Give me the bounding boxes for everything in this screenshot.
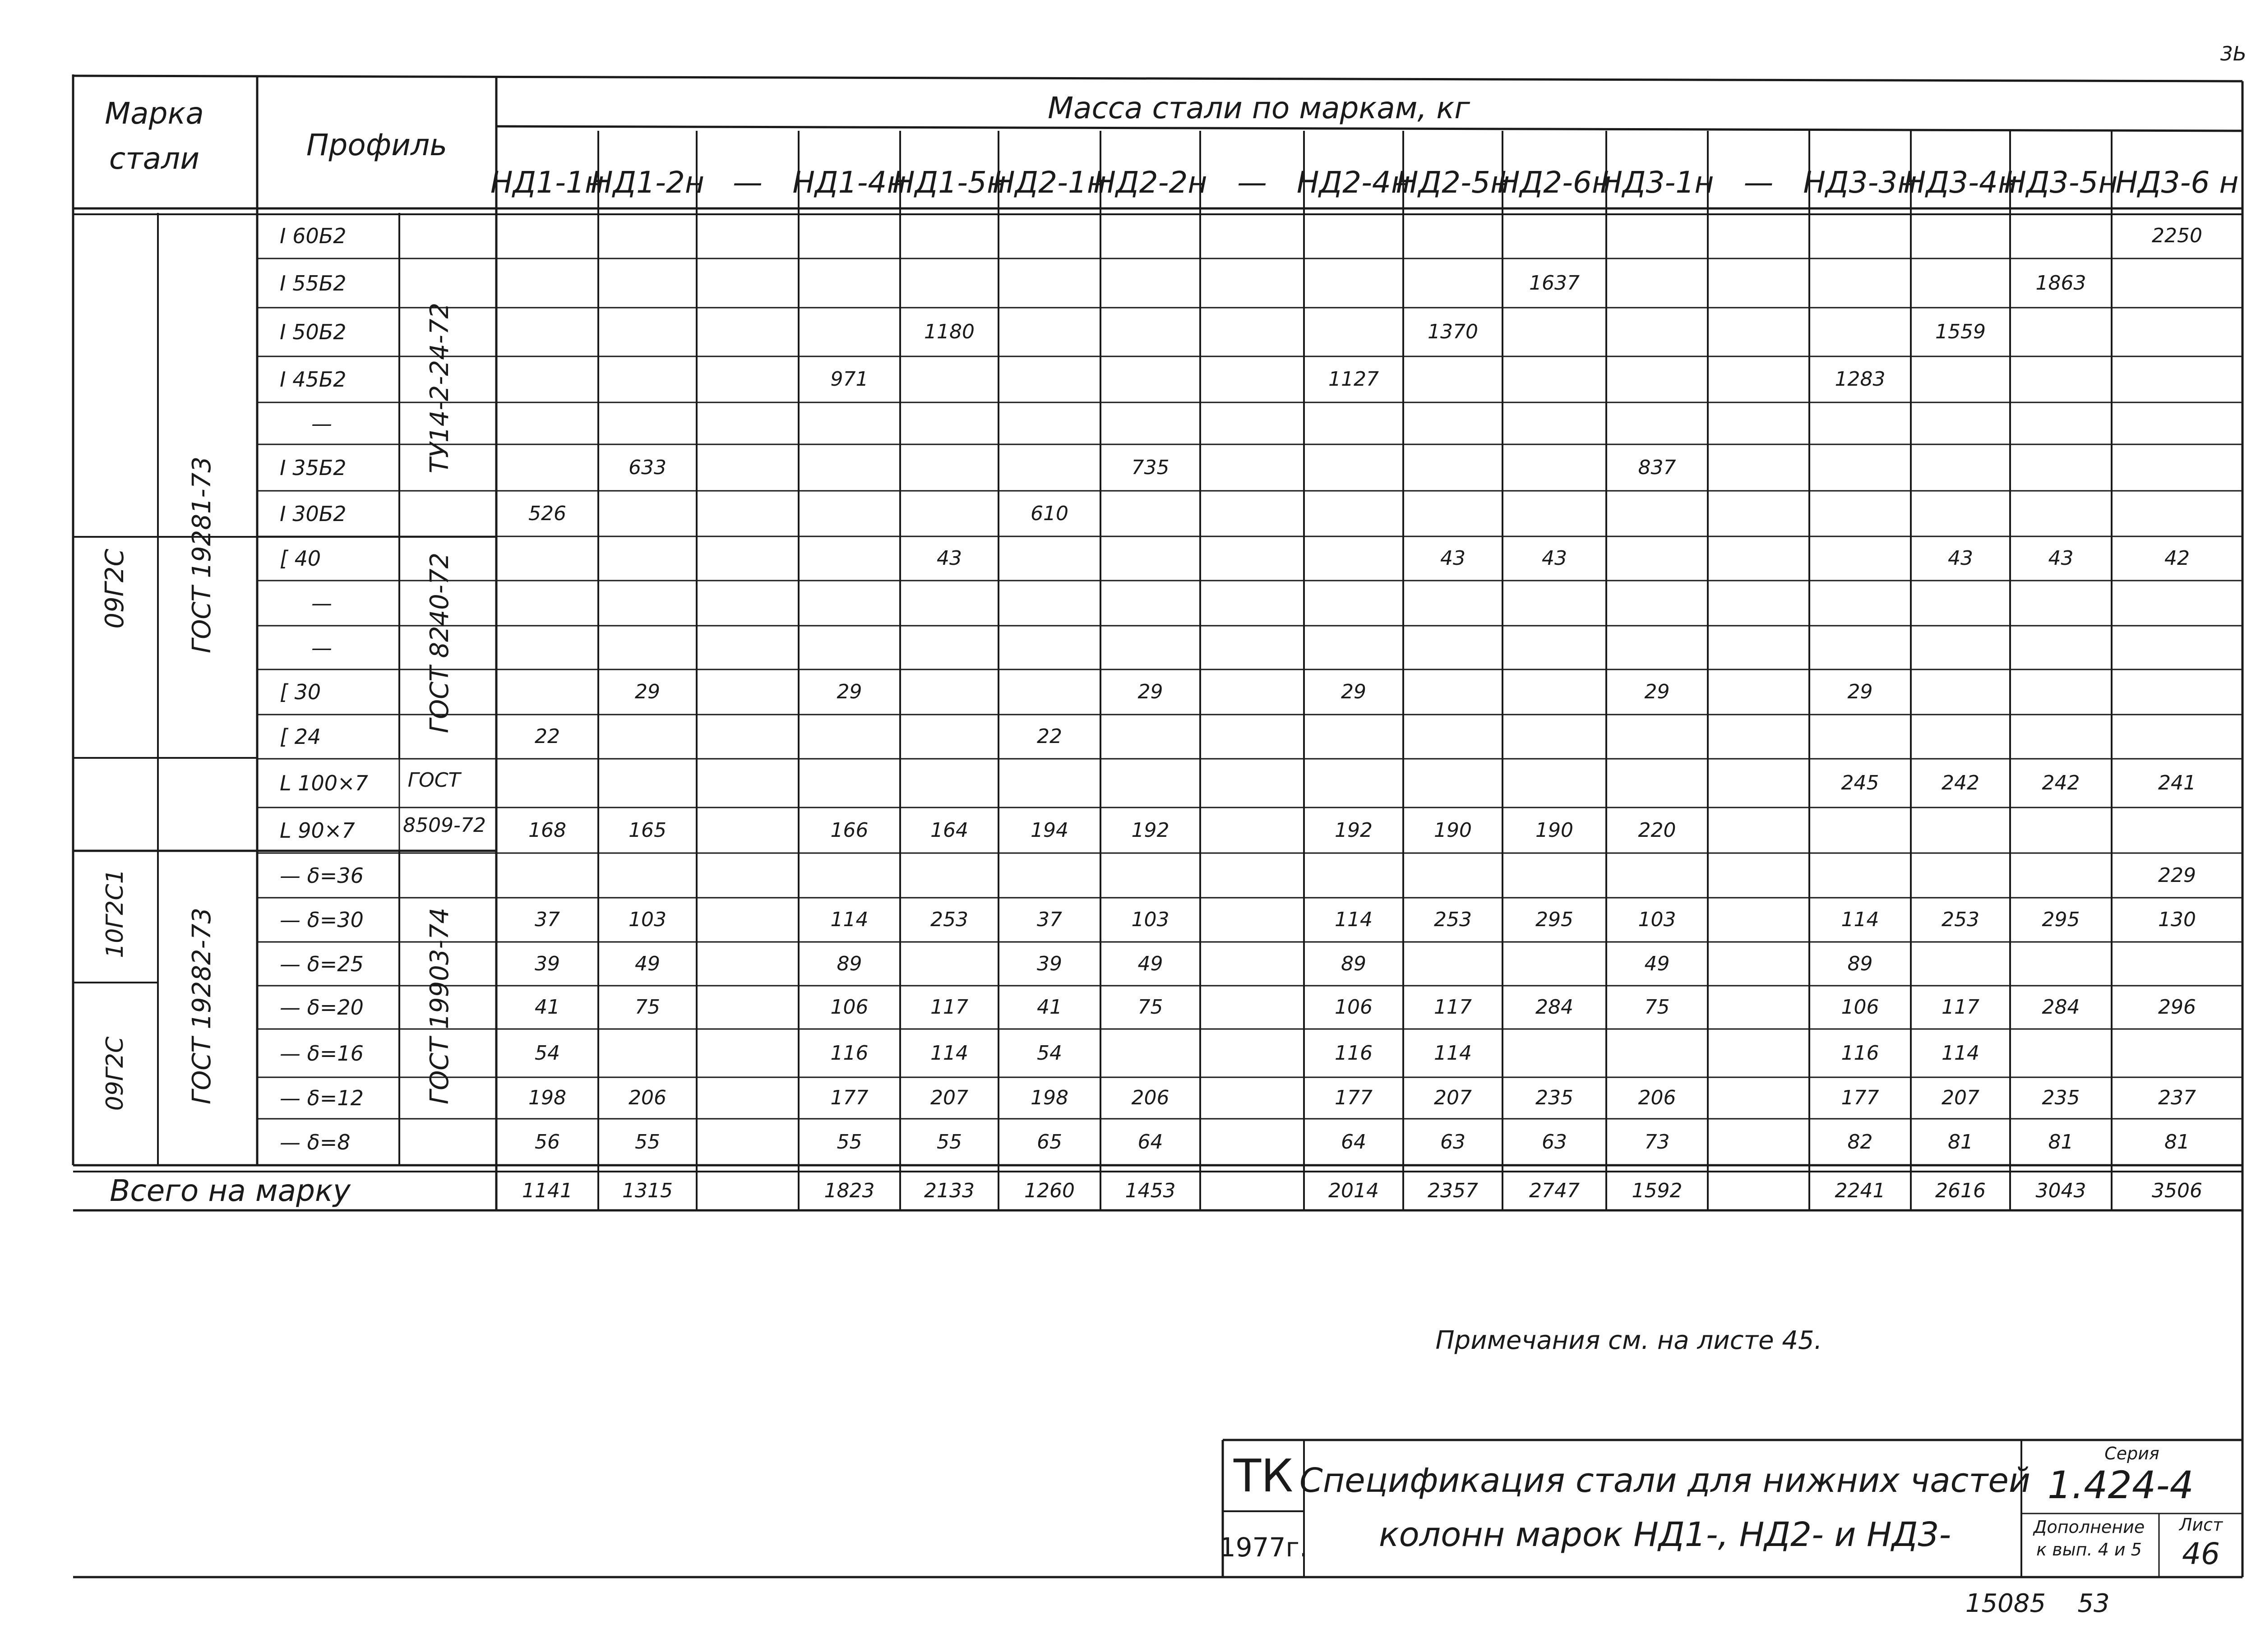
archive-number: 15085 xyxy=(1965,1589,2046,1618)
mass-cell: 207 xyxy=(1942,1086,1979,1109)
mass-cell: 54 xyxy=(535,1041,560,1065)
mass-cell: 253 xyxy=(1434,908,1472,931)
mass-cell: 43 xyxy=(1440,547,1465,570)
mass-cell: 117 xyxy=(930,996,968,1019)
mass-cell: 971 xyxy=(830,368,869,391)
mass-cell: 1559 xyxy=(1935,320,1986,343)
mass-cell: 114 xyxy=(930,1041,968,1065)
mass-cell: 633 xyxy=(629,456,666,479)
mass-cell: 177 xyxy=(830,1086,869,1109)
mass-cell: 284 xyxy=(2042,996,2080,1019)
column-header-mark: НД3-6 н xyxy=(2115,165,2239,200)
profile-cell: I 30Б2 xyxy=(280,501,347,526)
mass-cell: 75 xyxy=(1137,996,1163,1019)
column-header-mark: — xyxy=(733,165,763,200)
mass-cell: 194 xyxy=(1031,818,1068,842)
total-cell: 2357 xyxy=(1428,1179,1478,1202)
column-header-mark: — xyxy=(1237,165,1267,200)
mass-cell: 114 xyxy=(1942,1041,1979,1065)
mass-cell: 296 xyxy=(2158,996,2196,1019)
column-header-mark: НД2-2н xyxy=(1093,165,1207,200)
mass-cell: 166 xyxy=(830,818,869,842)
mass-cell: 81 xyxy=(2164,1130,2190,1154)
mass-cell: 39 xyxy=(535,952,560,975)
mass-cell: 206 xyxy=(1131,1086,1170,1109)
mass-cell: 63 xyxy=(1440,1130,1465,1154)
total-cell: 1592 xyxy=(1632,1179,1683,1202)
mass-cell: 241 xyxy=(2158,771,2196,794)
total-cell: 2747 xyxy=(1529,1179,1580,1202)
mass-cell: 220 xyxy=(1638,818,1676,842)
total-label: Всего на марку xyxy=(110,1173,351,1208)
mass-cell: 63 xyxy=(1542,1130,1567,1154)
mass-cell: 55 xyxy=(837,1130,862,1154)
gost-label: ГОСТ 19282-73 xyxy=(187,908,217,1104)
year-stamp: 1977г. xyxy=(1219,1532,1308,1563)
mass-cell: 106 xyxy=(830,996,869,1019)
sheet-number: 46 xyxy=(2182,1537,2220,1571)
profile-cell: — δ=20 xyxy=(280,995,364,1020)
total-cell: 1141 xyxy=(522,1179,573,1202)
mass-cell: 177 xyxy=(1841,1086,1879,1109)
mass-cell: 43 xyxy=(937,547,962,570)
mass-cell: 42 xyxy=(2164,547,2190,570)
profile-cell: L 90×7 xyxy=(280,818,355,843)
profile-cell: — δ=25 xyxy=(280,951,364,976)
mass-cell: 2250 xyxy=(2152,224,2202,247)
mass-cell: 526 xyxy=(528,502,566,525)
mass-cell: 43 xyxy=(1542,547,1567,570)
mass-cell: 235 xyxy=(2042,1086,2080,1109)
sheet-label: Лист xyxy=(2179,1515,2223,1535)
total-cell: 2133 xyxy=(924,1179,975,1202)
mass-cell: 56 xyxy=(535,1130,560,1154)
mass-cell: 237 xyxy=(2158,1086,2196,1109)
tu-label: ТУ14-2-24-72 xyxy=(425,302,454,474)
mass-cell: 1180 xyxy=(924,320,975,343)
notes-text: Примечания см. на листе 45. xyxy=(1435,1326,1822,1355)
mass-cell: 29 xyxy=(635,680,660,703)
mass-cell: 1637 xyxy=(1529,271,1580,295)
mass-cell: 198 xyxy=(528,1086,566,1109)
mass-cell: 253 xyxy=(930,908,968,931)
mass-cell: 837 xyxy=(1638,456,1676,479)
series-label: Серия xyxy=(2104,1444,2159,1463)
profile-cell: [ 24 xyxy=(280,724,321,749)
mass-cell: 235 xyxy=(1535,1086,1573,1109)
mass-cell: 41 xyxy=(535,996,560,1019)
mass-cell: 43 xyxy=(2048,547,2074,570)
mass-cell: 190 xyxy=(1535,818,1573,842)
profile-cell: I 60Б2 xyxy=(280,223,347,248)
steel-grade-header: стали xyxy=(109,141,200,176)
mass-cell: 89 xyxy=(1341,952,1366,975)
profile-cell: — δ=8 xyxy=(280,1130,351,1154)
grade-label: 09Г2С xyxy=(102,1036,129,1111)
total-cell: 2616 xyxy=(1935,1179,1986,1202)
mass-cell: 117 xyxy=(1434,996,1472,1019)
mass-cell: 735 xyxy=(1131,456,1170,479)
supplement-label: Дополнение xyxy=(2033,1517,2145,1537)
mass-cell: 295 xyxy=(2042,908,2080,931)
mass-cell: 82 xyxy=(1847,1130,1873,1154)
mass-cell: 29 xyxy=(1644,680,1670,703)
profile-cell: — xyxy=(311,411,332,436)
mass-cell: 206 xyxy=(629,1086,666,1109)
steel-grade-header: Марка xyxy=(105,96,204,131)
profile-cell: — δ=12 xyxy=(280,1086,364,1110)
total-cell: 3043 xyxy=(2035,1179,2086,1202)
page-number: 53 xyxy=(2077,1589,2110,1618)
mass-cell: 242 xyxy=(2042,771,2080,794)
mass-cell: 55 xyxy=(937,1130,962,1154)
total-cell: 2241 xyxy=(1835,1179,1886,1202)
mass-cell: 114 xyxy=(1841,908,1879,931)
mass-cell: 29 xyxy=(1847,680,1873,703)
mass-cell: 229 xyxy=(2158,863,2196,887)
mass-cell: 192 xyxy=(1131,818,1170,842)
column-header-mark: НД1-5н xyxy=(892,165,1007,200)
mass-header: Масса стали по маркам, кг xyxy=(1048,91,1470,125)
column-header-mark: НД3-4н xyxy=(1903,165,2018,200)
profile-cell: I 35Б2 xyxy=(280,455,347,480)
mass-cell: 168 xyxy=(528,818,566,842)
mass-cell: 22 xyxy=(1037,725,1062,748)
mass-cell: 65 xyxy=(1037,1130,1062,1154)
series-number: 1.424-4 xyxy=(2047,1463,2194,1507)
profile-cell: L 100×7 xyxy=(280,771,368,795)
total-cell: 3506 xyxy=(2152,1179,2202,1202)
mass-cell: 49 xyxy=(1644,952,1670,975)
mass-cell: 192 xyxy=(1335,818,1373,842)
mass-cell: 39 xyxy=(1037,952,1062,975)
profile-cell: — δ=16 xyxy=(280,1041,364,1066)
mass-cell: 75 xyxy=(635,996,660,1019)
grade-label: 10Г2С1 xyxy=(102,869,129,958)
mass-cell: 164 xyxy=(930,818,968,842)
mass-cell: 116 xyxy=(1335,1041,1373,1065)
column-header-mark: НД2-5н xyxy=(1396,165,1510,200)
column-header-mark: НД3-1н xyxy=(1600,165,1714,200)
mass-cell: 1127 xyxy=(1328,368,1379,391)
mass-cell: 114 xyxy=(1335,908,1373,931)
column-header-mark: НД2-6н xyxy=(1497,165,1612,200)
total-cell: 1453 xyxy=(1125,1179,1176,1202)
mass-cell: 22 xyxy=(535,725,560,748)
mass-cell: 43 xyxy=(1948,547,1973,570)
profile-cell: — xyxy=(311,635,332,660)
total-cell: 1260 xyxy=(1024,1179,1075,1202)
profile-cell: I 50Б2 xyxy=(280,320,347,344)
mass-cell: 49 xyxy=(1137,952,1163,975)
corner-mark: 3Ь xyxy=(2220,42,2247,65)
column-header-mark: — xyxy=(1743,165,1774,200)
column-header-mark: НД1-1н xyxy=(490,165,605,200)
mass-cell: 245 xyxy=(1841,771,1879,794)
stamp-title: Спецификация стали для нижних частей xyxy=(1299,1461,2030,1500)
column-header-mark: НД3-3н xyxy=(1803,165,1917,200)
mass-cell: 610 xyxy=(1031,502,1068,525)
mass-cell: 177 xyxy=(1335,1086,1373,1109)
mass-cell: 1370 xyxy=(1428,320,1478,343)
profile-cell: — δ=30 xyxy=(280,908,364,932)
mass-cell: 1283 xyxy=(1835,368,1886,391)
column-header-mark: НД1-4н xyxy=(792,165,906,200)
supplement-label: к вып. 4 и 5 xyxy=(2036,1540,2142,1560)
mass-cell: 1863 xyxy=(2035,271,2086,295)
column-header-mark: НД3-5н xyxy=(2004,165,2118,200)
mass-cell: 114 xyxy=(1434,1041,1472,1065)
mass-cell: 206 xyxy=(1638,1086,1676,1109)
mass-cell: 89 xyxy=(1847,952,1873,975)
mass-cell: 64 xyxy=(1137,1130,1163,1154)
gost-label: 8509-72 xyxy=(403,814,486,837)
mass-cell: 49 xyxy=(635,952,660,975)
mass-cell: 37 xyxy=(535,908,560,931)
mass-cell: 103 xyxy=(1638,908,1676,931)
mass-cell: 198 xyxy=(1031,1086,1068,1109)
mass-cell: 103 xyxy=(629,908,666,931)
column-header-mark: НД1-2н xyxy=(590,165,705,200)
mass-cell: 284 xyxy=(1535,996,1573,1019)
mass-cell: 103 xyxy=(1131,908,1170,931)
mass-cell: 253 xyxy=(1942,908,1979,931)
mass-cell: 106 xyxy=(1841,996,1879,1019)
mass-cell: 114 xyxy=(830,908,869,931)
stamp-title: колонн марок НД1-, НД2- и НД3- xyxy=(1378,1515,1951,1554)
profile-cell: [ 40 xyxy=(280,546,321,571)
mass-cell: 116 xyxy=(830,1041,869,1065)
profile-cell: I 45Б2 xyxy=(280,367,347,392)
profile-cell: I 55Б2 xyxy=(280,271,347,295)
mass-cell: 29 xyxy=(1137,680,1163,703)
grade-label: 09Г2С xyxy=(100,549,129,629)
mass-cell: 29 xyxy=(837,680,862,703)
mass-cell: 64 xyxy=(1341,1130,1366,1154)
mass-cell: 242 xyxy=(1942,771,1979,794)
mass-cell: 295 xyxy=(1535,908,1573,931)
profile-cell: — xyxy=(311,591,332,615)
total-cell: 1315 xyxy=(622,1179,673,1202)
gost-label: ГОСТ 19903-74 xyxy=(425,908,454,1104)
gost-label: ГОСТ 19281-73 xyxy=(187,457,217,653)
mass-cell: 207 xyxy=(930,1086,968,1109)
profile-header: Профиль xyxy=(306,128,448,162)
org-stamp: ТК xyxy=(1233,1449,1294,1502)
mass-cell: 55 xyxy=(635,1130,660,1154)
mass-cell: 207 xyxy=(1434,1086,1472,1109)
mass-cell: 75 xyxy=(1644,996,1670,1019)
mass-cell: 81 xyxy=(2048,1130,2074,1154)
total-cell: 2014 xyxy=(1328,1179,1379,1202)
gost-label: ГОСТ 8240-72 xyxy=(425,552,454,734)
mass-cell: 81 xyxy=(1948,1130,1973,1154)
total-cell: 1823 xyxy=(824,1179,875,1202)
mass-cell: 41 xyxy=(1037,996,1062,1019)
profile-cell: — δ=36 xyxy=(280,863,364,888)
column-header-mark: НД2-1н xyxy=(992,165,1107,200)
mass-cell: 116 xyxy=(1841,1041,1879,1065)
profile-cell: [ 30 xyxy=(280,680,321,704)
gost-label: ГОСТ xyxy=(407,769,461,792)
mass-cell: 89 xyxy=(837,952,862,975)
mass-cell: 106 xyxy=(1335,996,1373,1019)
mass-cell: 37 xyxy=(1037,908,1062,931)
mass-cell: 73 xyxy=(1644,1130,1670,1154)
column-header-mark: НД2-4н xyxy=(1296,165,1411,200)
mass-cell: 29 xyxy=(1341,680,1366,703)
mass-cell: 54 xyxy=(1037,1041,1062,1065)
mass-cell: 190 xyxy=(1434,818,1472,842)
mass-cell: 117 xyxy=(1942,996,1979,1019)
mass-cell: 130 xyxy=(2158,908,2196,931)
mass-cell: 165 xyxy=(629,818,666,842)
